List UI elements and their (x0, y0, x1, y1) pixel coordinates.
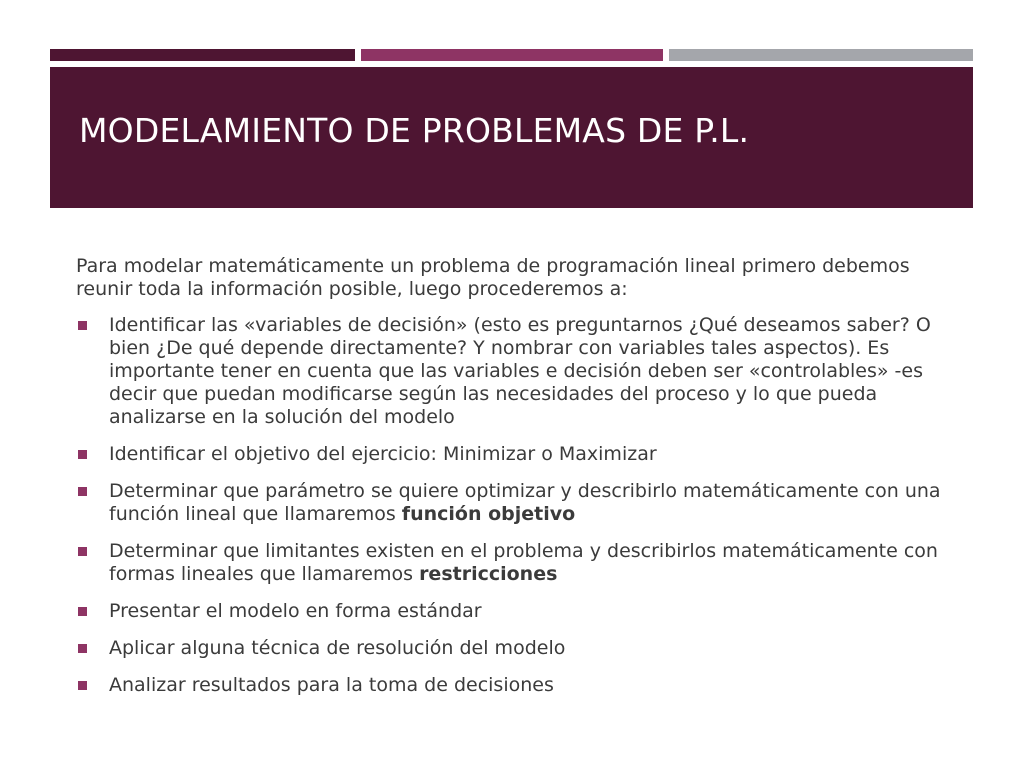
term-restricciones: restricciones (419, 563, 558, 585)
accent-bar-gray (669, 49, 973, 61)
list-item (76, 480, 956, 526)
list-item (76, 540, 956, 586)
square-bullet-icon (78, 321, 87, 330)
slide-body (76, 255, 956, 711)
list-item (76, 600, 956, 623)
list-item-text: Determinar que parámetro se quiere optimizar y describirlo matemáticamente con una función lineal que llamaremos (109, 480, 941, 525)
square-bullet-icon (78, 487, 87, 496)
list-item-text: Identificar las «variables de decisión» (esto es preguntarnos ¿Qué deseamos saber? O bien ¿De qué depende directamente? Y nombrar con variables tales aspectos). Es importante tener en cuenta que las variables e decisión deben ser «controlables» -es decir que puedan modificarse según las necesidades del proceso y lo que pueda analizarse en la solución del modelo (109, 314, 931, 428)
square-bullet-icon (78, 607, 87, 616)
term-funcion-objetivo: función objetivo (401, 503, 576, 525)
square-bullet-icon (78, 547, 87, 556)
list-item-text: Identificar el objetivo del ejercicio: Minimizar o Maximizar (109, 443, 657, 465)
intro-paragraph: Para modelar matemáticamente un problema de programación lineal primero debemos reunir toda la información posible, luego procederemos a: (76, 255, 910, 300)
list-item (76, 674, 956, 697)
square-bullet-icon (78, 681, 87, 690)
list-item (76, 314, 956, 429)
list-item (76, 637, 956, 660)
accent-bar-magenta (361, 49, 663, 61)
list-item-text: Presentar el modelo en forma estándar (109, 600, 482, 622)
list-item-text: Aplicar alguna técnica de resolución del modelo (109, 637, 566, 659)
list-item-text: Determinar que limitantes existen en el problema y describirlos matemáticamente con formas lineales que llamaremos (109, 540, 938, 585)
list-item-text: Analizar resultados para la toma de decisiones (109, 674, 554, 696)
square-bullet-icon (78, 450, 87, 459)
slide-title: MODELAMIENTO DE PROBLEMAS DE P.L. (79, 111, 750, 150)
bullet-list (76, 314, 956, 697)
square-bullet-icon (78, 644, 87, 653)
title-band (50, 67, 973, 208)
list-item (76, 443, 956, 466)
accent-bar-dark (50, 49, 355, 61)
